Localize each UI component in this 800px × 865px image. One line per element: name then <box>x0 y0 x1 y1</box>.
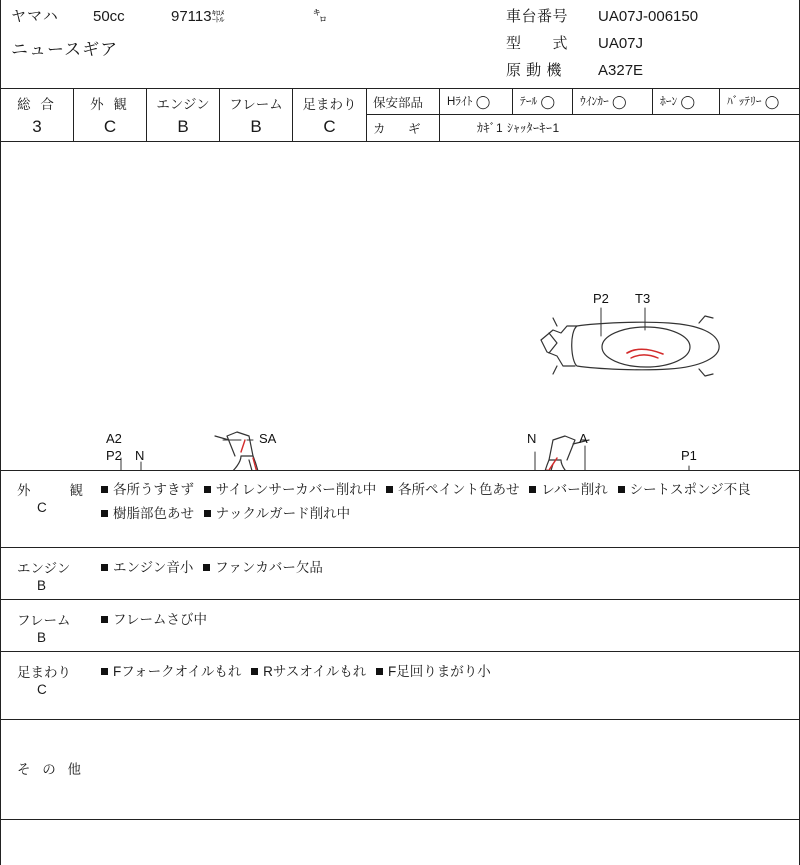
diagram-label-p1: P1 <box>681 448 697 463</box>
note-item <box>101 664 241 679</box>
bullet-square-icon <box>376 668 383 675</box>
equipment-name: ﾊﾞｯﾃﾘｰ <box>727 96 762 108</box>
equipment-tail <box>520 93 555 110</box>
model-name: ニュースギア <box>11 40 119 59</box>
note-label <box>17 557 97 577</box>
note-item <box>204 506 350 521</box>
note-item <box>101 612 207 627</box>
bullet-square-icon <box>204 510 211 517</box>
equipment-battery <box>727 93 779 110</box>
grade-label: エンジン <box>156 97 210 112</box>
note-label-text: フレーム <box>17 613 71 628</box>
note-items <box>101 660 787 684</box>
note-grade: B <box>37 630 47 645</box>
bullet-square-icon <box>203 564 210 571</box>
bullet-square-icon <box>101 510 108 517</box>
mileage-value: 97113 <box>171 8 212 25</box>
diagram-label-n-right: N <box>527 431 537 446</box>
diagram-label-p2: P2 <box>593 291 609 306</box>
diagram-label-a2: A2 <box>106 431 122 446</box>
divider <box>439 115 440 141</box>
bullet-square-icon <box>101 564 108 571</box>
note-item-text: 樹脂部色あせ <box>113 506 194 521</box>
chassis-label: 車台番号 <box>506 8 569 25</box>
equipment-name: ﾎｰﾝ <box>660 96 678 108</box>
note-label <box>17 661 97 681</box>
note-row-frame <box>1 600 800 652</box>
diagram-label-t3: T3 <box>635 291 651 306</box>
equipment-block <box>367 89 800 141</box>
note-item <box>529 482 608 497</box>
note-items <box>101 608 787 632</box>
note-item-text: F足回りまがり小 <box>387 664 491 679</box>
grade-value: 3 <box>32 117 42 136</box>
note-row-engine <box>1 548 800 600</box>
note-item <box>618 482 751 497</box>
engine-label: 原 動 機 <box>506 62 562 79</box>
divider <box>652 89 653 115</box>
status-circle-icon: ◯ <box>680 94 696 109</box>
grade-label: 総 合 <box>17 97 57 112</box>
note-item-text: エンジン音小 <box>113 560 194 575</box>
notes-section <box>1 470 800 820</box>
diagram-label-sa: SA <box>259 431 277 446</box>
bullet-square-icon <box>101 486 108 493</box>
bullet-square-icon <box>101 616 108 623</box>
note-item-text: Rサスオイルもれ <box>263 664 367 679</box>
safety-parts-row <box>367 89 800 115</box>
note-items <box>101 478 787 526</box>
damage-diagram <box>1 140 800 471</box>
grade-cell-total <box>1 89 74 141</box>
equipment-headlight <box>447 93 490 110</box>
note-grade: B <box>37 578 47 593</box>
note-grade: C <box>37 682 47 697</box>
divider <box>512 89 513 115</box>
note-label-text: 外 観 <box>17 483 87 498</box>
top-view <box>541 316 719 376</box>
note-item-text: 各所ペイント色あせ <box>397 482 520 497</box>
note-item <box>101 560 193 575</box>
note-grade: C <box>37 500 47 515</box>
grade-cell-frame <box>220 89 293 141</box>
bullet-square-icon <box>251 668 258 675</box>
equipment-horn <box>660 93 695 110</box>
safety-parts-label: 保安部品 <box>373 96 424 110</box>
note-item <box>203 560 323 575</box>
header <box>1 0 800 88</box>
equipment-name: ｳｲﾝｶｰ <box>580 96 609 108</box>
note-item <box>251 664 366 679</box>
header-right <box>506 5 796 86</box>
header-left <box>11 5 491 60</box>
bullet-square-icon <box>386 486 393 493</box>
displacement: 50cc <box>93 8 125 25</box>
grade-table <box>1 88 800 142</box>
key-row <box>367 115 800 141</box>
note-item-text: Fフォークオイルもれ <box>113 664 242 679</box>
bullet-square-icon <box>529 486 536 493</box>
note-label-text: エンジン <box>17 561 71 576</box>
mileage-unit: ㌖ <box>211 9 225 24</box>
diagram-svg <box>1 140 800 470</box>
status-circle-icon: ◯ <box>540 94 556 109</box>
diagram-label-n-left: N <box>135 448 145 463</box>
note-item-text: ナックルガード削れ中 <box>215 506 351 521</box>
mileage-alt-unit: ㌔ <box>313 8 327 24</box>
note-label-text: 足まわり <box>17 665 71 680</box>
note-item <box>376 664 491 679</box>
note-label <box>17 479 97 499</box>
engine-value: A327E <box>598 62 644 79</box>
note-row-other <box>1 720 800 820</box>
note-label <box>17 609 97 629</box>
note-row-exterior <box>1 470 800 548</box>
note-item-text: レバー削れ <box>541 482 608 497</box>
note-item-text: フレームさび中 <box>113 612 207 627</box>
grade-label: 足まわり <box>302 97 357 112</box>
equipment-name: Hﾗｲﾄ <box>447 96 473 108</box>
note-item-text: サイレンサーカバー削れ中 <box>215 482 377 497</box>
grade-label: フレーム <box>229 97 283 112</box>
equipment-name: ﾃｰﾙ <box>520 96 538 108</box>
type-row <box>506 32 796 59</box>
divider <box>439 89 440 115</box>
grade-cell-exterior <box>74 89 147 141</box>
chassis-value: UA07J-006150 <box>598 8 699 25</box>
key-label: カ ギ <box>373 122 426 136</box>
grade-value: B <box>177 117 189 136</box>
bullet-square-icon <box>618 486 625 493</box>
grade-value: C <box>103 117 117 136</box>
type-value: UA07J <box>598 35 644 52</box>
divider <box>719 89 720 115</box>
header-primary-row <box>11 5 491 29</box>
grade-label: 外 観 <box>90 97 130 112</box>
note-item-text: 各所うすきず <box>113 482 194 497</box>
note-row-suspension <box>1 652 800 720</box>
note-items <box>101 556 787 580</box>
type-label: 型 式 <box>506 35 569 52</box>
note-item-text: シートスポンジ不良 <box>629 482 751 497</box>
other-label: そ の 他 <box>17 762 86 777</box>
grade-cell-engine <box>147 89 220 141</box>
note-item <box>204 482 376 497</box>
key-value: ｶｷﾞ1 ｼｬｯﾀｰｷｰ1 <box>477 121 560 135</box>
grade-cell-suspension <box>293 89 367 141</box>
bullet-square-icon <box>101 668 108 675</box>
note-item-text: ファンカバー欠品 <box>215 560 323 575</box>
engine-row <box>506 59 796 86</box>
maker-name: ヤマハ <box>11 8 59 25</box>
mileage <box>171 6 291 25</box>
equipment-winker <box>580 93 627 110</box>
bullet-square-icon <box>204 486 211 493</box>
chassis-row <box>506 5 796 32</box>
note-item <box>101 482 194 497</box>
divider <box>572 89 573 115</box>
grade-value: C <box>323 117 336 136</box>
diagram-label-p2-left: P2 <box>106 448 122 463</box>
status-circle-icon: ◯ <box>611 94 627 109</box>
status-circle-icon: ◯ <box>475 94 491 109</box>
status-circle-icon: ◯ <box>764 94 780 109</box>
note-item <box>386 482 520 497</box>
grade-value: B <box>250 117 262 136</box>
diagram-label-a-right: A <box>579 431 588 446</box>
note-item <box>101 506 194 521</box>
